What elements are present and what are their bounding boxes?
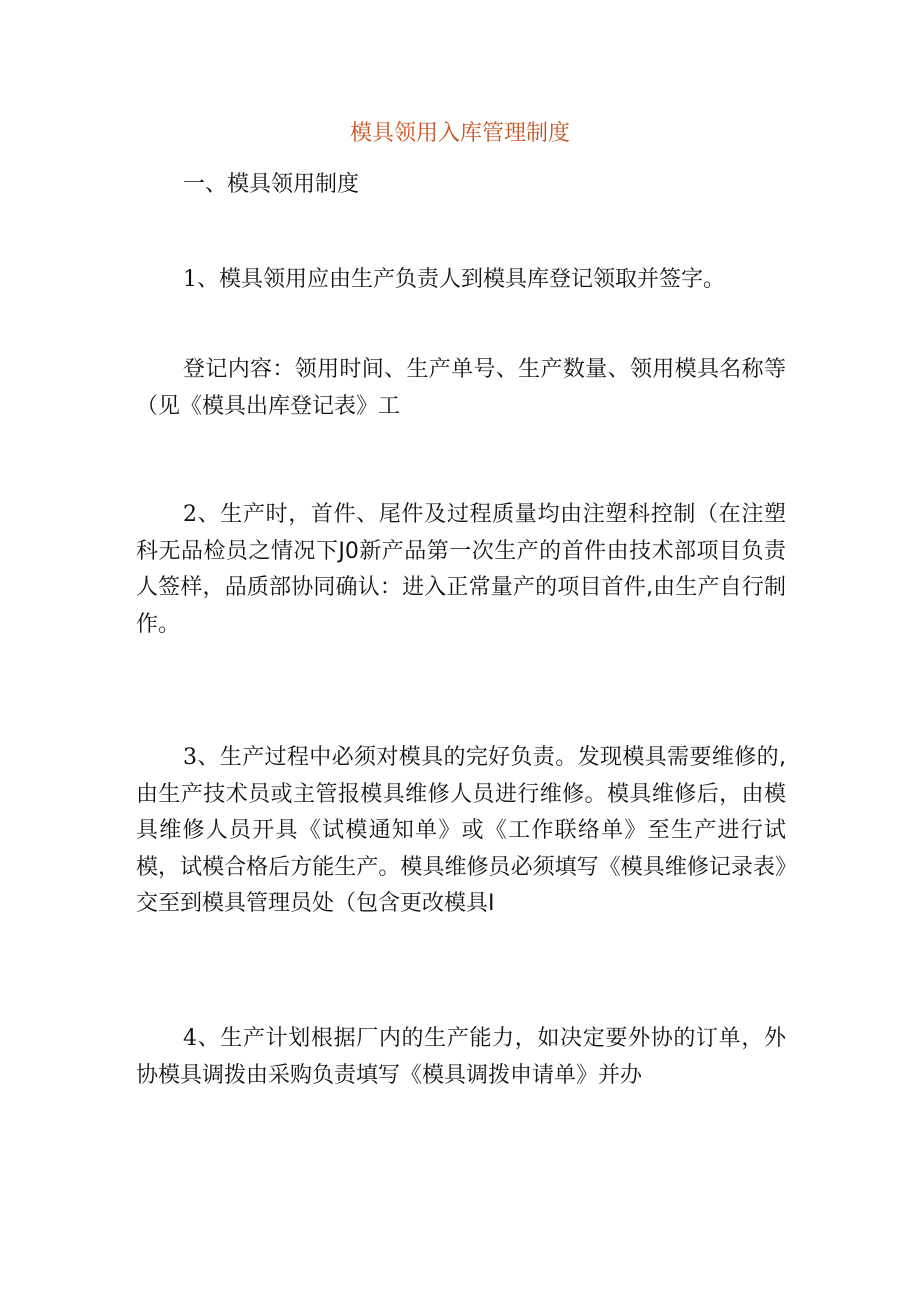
paragraph-1 [136,262,786,299]
section-heading: 一、模具领用制度 [183,172,360,197]
paragraph-text: 、生产计划根据厂内的生产能力，如决定要外协的订单，外协模具调拨由采购负责填写《模具调拨申请单》并办 [136,1026,786,1088]
paragraph-3 [136,740,786,923]
paragraph-number: 2 [183,502,197,527]
paragraph-4 [136,1021,786,1094]
paragraph-text: 、生产时，首件、尾件及过程质量均由注塑科控制（在注塑科无品检员之情况下J0新产品第一次生产的首件由技术部项目负责人签样，品质部协同确认：进入正常量产的项目首件,由生产自行制作。 [136,502,786,637]
paragraph-registration [136,352,786,425]
paragraph-2 [136,497,786,643]
paragraph-number: 1 [183,267,197,292]
paragraph-number: 4 [183,1026,197,1051]
paragraph-text: 登记内容：领用时间、生产单号、生产数量、领用模具名称等（见《模具出库登记表》工 [136,357,786,419]
document-title: 模具领用入库管理制度 [349,121,570,146]
paragraph-text: 、模具领用应由生产负责人到模具库登记领取并签字。 [197,267,726,292]
paragraph-text: 、生产过程中必须对模具的完好负责。发现模具需要维修的,由生产技术员或主管报模具维修人员进行维修。模具维修后，由模具维修人员开具《试模通知单》或《工作联络单》至生产进行试模，试模合格后方能生产。模具维修员必须填写《模具维修记录表》交至到模具管理员处（包含更改模具I [136,745,786,916]
paragraph-number: 3 [183,745,197,770]
